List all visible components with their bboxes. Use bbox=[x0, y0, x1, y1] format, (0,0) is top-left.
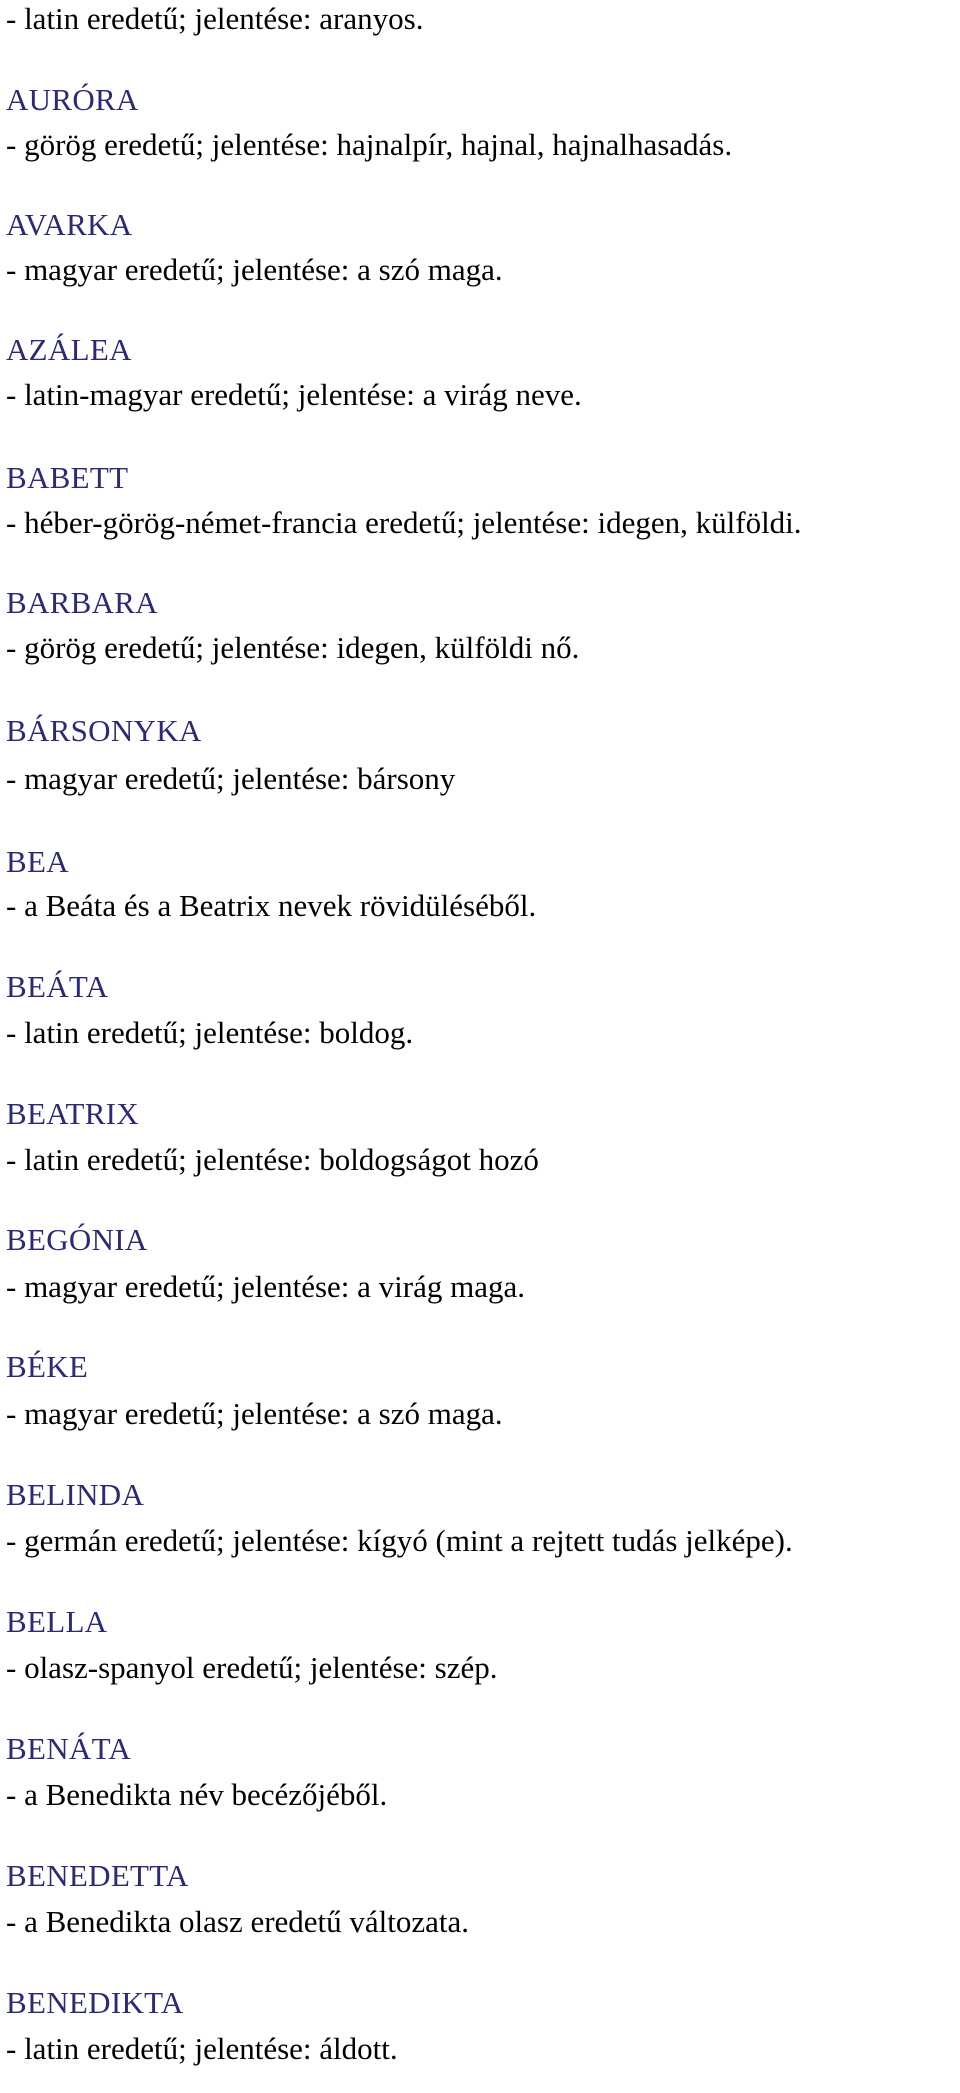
entry-name: BELINDA bbox=[6, 1477, 145, 1512]
entry-description: - germán eredetű; jelentése: kígyó (mint a rejtett tudás jelképe). bbox=[6, 1523, 793, 1558]
entry-description: - görög eredetű; jelentése: idegen, külföldi nő. bbox=[6, 630, 580, 665]
entry-name: BÉKE bbox=[6, 1349, 89, 1384]
entry-description: - magyar eredetű; jelentése: bársony bbox=[6, 761, 456, 796]
intro-description: - latin eredetű; jelentése: aranyos. bbox=[6, 1, 424, 36]
entry-name: AZÁLEA bbox=[6, 332, 132, 367]
entry-name: AURÓRA bbox=[6, 82, 139, 117]
entry-description: - latin eredetű; jelentése: boldogságot hozó bbox=[6, 1142, 539, 1177]
entry-description: - magyar eredetű; jelentése: a szó maga. bbox=[6, 252, 503, 287]
entry-description: - latin-magyar eredetű; jelentése: a virág neve. bbox=[6, 377, 582, 412]
entry-name: BEA bbox=[6, 844, 69, 879]
entry-name: BEÁTA bbox=[6, 969, 109, 1004]
entry-description: - latin eredetű; jelentése: áldott. bbox=[6, 2031, 398, 2066]
entry-name: BABETT bbox=[6, 460, 129, 495]
entry-name: BARBARA bbox=[6, 585, 158, 620]
entry-description: - a Beáta és a Beatrix nevek rövidüléséből. bbox=[6, 888, 537, 923]
entry-description: - a Benedikta név becézőjéből. bbox=[6, 1777, 388, 1812]
entry-name: BEATRIX bbox=[6, 1096, 139, 1131]
entry-name: BENÁTA bbox=[6, 1731, 132, 1766]
entry-name: BÁRSONYKA bbox=[6, 713, 202, 748]
entry-description: - a Benedikta olasz eredetű változata. bbox=[6, 1904, 470, 1939]
entry-description: - görög eredetű; jelentése: hajnalpír, hajnal, hajnalhasadás. bbox=[6, 127, 733, 162]
entry-name: AVARKA bbox=[6, 207, 133, 242]
entry-description: - magyar eredetű; jelentése: a virág maga. bbox=[6, 1269, 525, 1304]
entry-name: BEGÓNIA bbox=[6, 1222, 148, 1257]
entry-description: - latin eredetű; jelentése: boldog. bbox=[6, 1015, 414, 1050]
entry-name: BELLA bbox=[6, 1604, 108, 1639]
entry-name: BENEDIKTA bbox=[6, 1985, 184, 2020]
entry-description: - olasz-spanyol eredetű; jelentése: szép. bbox=[6, 1650, 498, 1685]
entry-description: - héber-görög-német-francia eredetű; jelentése: idegen, külföldi. bbox=[6, 505, 802, 540]
entry-name: BENEDETTA bbox=[6, 1858, 189, 1893]
entry-description: - magyar eredetű; jelentése: a szó maga. bbox=[6, 1396, 503, 1431]
